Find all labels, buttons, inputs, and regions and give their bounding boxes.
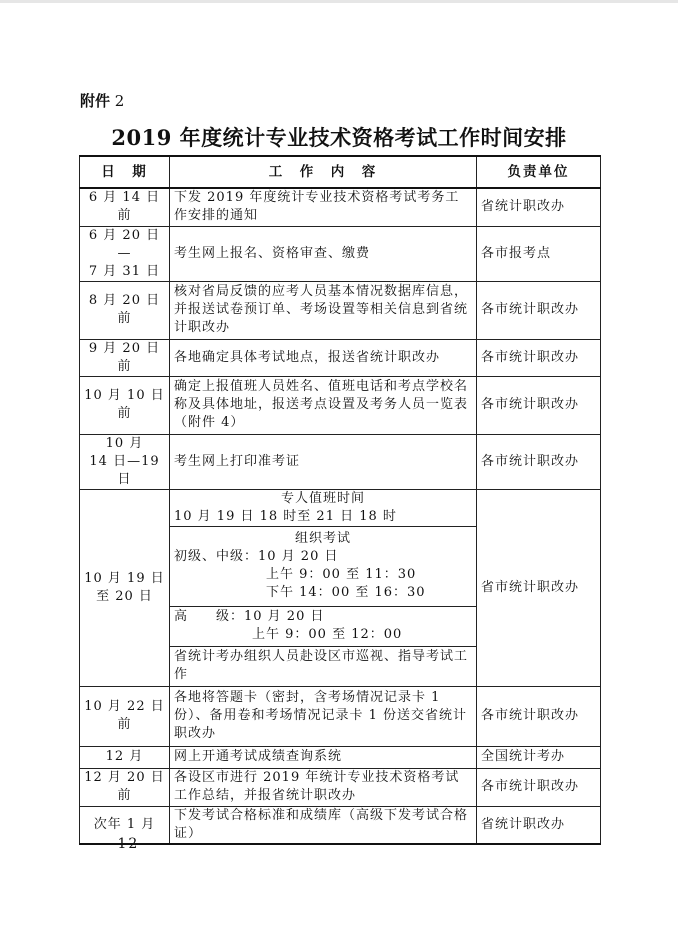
row-unit: 各市统计职改办 — [477, 376, 601, 434]
row-unit: 各市统计职改办 — [477, 339, 601, 376]
duty-title: 专人值班时间 — [280, 490, 365, 506]
exam-content — [170, 526, 477, 606]
row-content: 网上开通考试成绩查询系统 — [170, 746, 477, 768]
row-date: 8 月 20 日前 — [80, 281, 170, 339]
attachment-word: 附件 — [80, 92, 111, 110]
exam-afternoon: 下午 14：00 至 16：30 — [266, 585, 426, 600]
senior-content — [170, 606, 477, 646]
row-unit: 各市报考点 — [477, 226, 601, 281]
row-unit: 各市统计职改办 — [477, 686, 601, 746]
row-content: 各地将答题卡（密封，含考场情况记录卡 1 份）、备用卷和考场情况记录卡 1 份送交省统计职改办 — [170, 686, 477, 746]
header-unit: 负责单位 — [477, 156, 601, 188]
exam-morning: 上午 9：00 至 11：30 — [266, 567, 417, 582]
top-rule — [0, 0, 678, 3]
row-unit: 全国统计考办 — [477, 746, 601, 768]
row-content: 各地确定具体考试地点，报送省统计职改办 — [170, 339, 477, 376]
duty-content — [170, 489, 477, 526]
header-content: 工 作 内 容 — [170, 156, 477, 188]
schedule-table — [79, 155, 601, 845]
row-content: 各设区市进行 2019 年统计专业技术资格考试工作总结，并报省统计职改办 — [170, 768, 477, 806]
row-unit: 省统计职改办 — [477, 188, 601, 226]
row-date: 9 月 20 日前 — [80, 339, 170, 376]
exam-unit: 省市统计职改办 — [477, 489, 601, 686]
row-date: 10 月 14 日—19 日 — [80, 434, 170, 489]
table-row — [80, 768, 601, 806]
exam-title: 组织考试 — [294, 531, 351, 546]
row-date: 10 月 10 日前 — [80, 376, 170, 434]
document-title: 2019 年度统计专业技术资格考试工作时间安排 — [111, 125, 567, 150]
row-content: 确定上报值班人员姓名、值班电话和考点学校名称及具体地址，报送考点设置及考务人员一览表（附件 4） — [170, 376, 477, 434]
row-unit: 各市统计职改办 — [477, 768, 601, 806]
row-date: 6 月 14 日前 — [80, 188, 170, 226]
exam-duty-row — [80, 489, 601, 526]
header-date: 日 期 — [80, 156, 170, 188]
table-row — [80, 226, 601, 281]
row-date: 6 月 20 日— 7 月 31 日 — [80, 226, 170, 281]
exam-date: 10 月 19 日 至 20 日 — [80, 489, 170, 686]
senior-date: 高 级：10 月 20 日 — [174, 609, 325, 624]
table-row — [80, 746, 601, 768]
table-row — [80, 339, 601, 376]
page-number: — 12 — — [95, 836, 162, 852]
row-content: 下发 2019 年度统计专业技术资格考试考务工作安排的通知 — [170, 188, 477, 226]
attachment-number: 2 — [114, 92, 125, 110]
row-date: 12 月 — [80, 746, 170, 768]
exam-junior-date: 初级、中级：10 月 20 日 — [174, 549, 339, 564]
row-unit: 各市统计职改办 — [477, 434, 601, 489]
row-content: 核对省局反馈的应考人员基本情况数据库信息，并报送试卷预订单、考场设置等相关信息到省统计职改办 — [170, 281, 477, 339]
table-row — [80, 686, 601, 746]
row-unit: 省统计职改办 — [477, 806, 601, 844]
senior-morning: 上午 9：00 至 12：00 — [252, 627, 403, 642]
row-date: 10 月 22 日前 — [80, 686, 170, 746]
table-row — [80, 434, 601, 489]
row-content: 下发考试合格标准和成绩库（高级下发考试合格证） — [170, 806, 477, 844]
row-unit: 各市统计职改办 — [477, 281, 601, 339]
table-row — [80, 281, 601, 339]
table-row — [80, 188, 601, 226]
table-header-row — [80, 156, 601, 188]
inspect-content: 省统计考办组织人员赴设区市巡视、指导考试工作 — [170, 646, 477, 686]
row-date: 次年 1 月 — [80, 806, 170, 844]
row-content: 考生网上打印准考证 — [170, 434, 477, 489]
table-row — [80, 376, 601, 434]
row-date: 12 月 20 日前 — [80, 768, 170, 806]
duty-time: 10 月 19 日 18 时至 21 日 18 时 — [174, 508, 397, 524]
attachment-label — [80, 90, 124, 111]
row-content: 考生网上报名、资格审查、缴费 — [170, 226, 477, 281]
